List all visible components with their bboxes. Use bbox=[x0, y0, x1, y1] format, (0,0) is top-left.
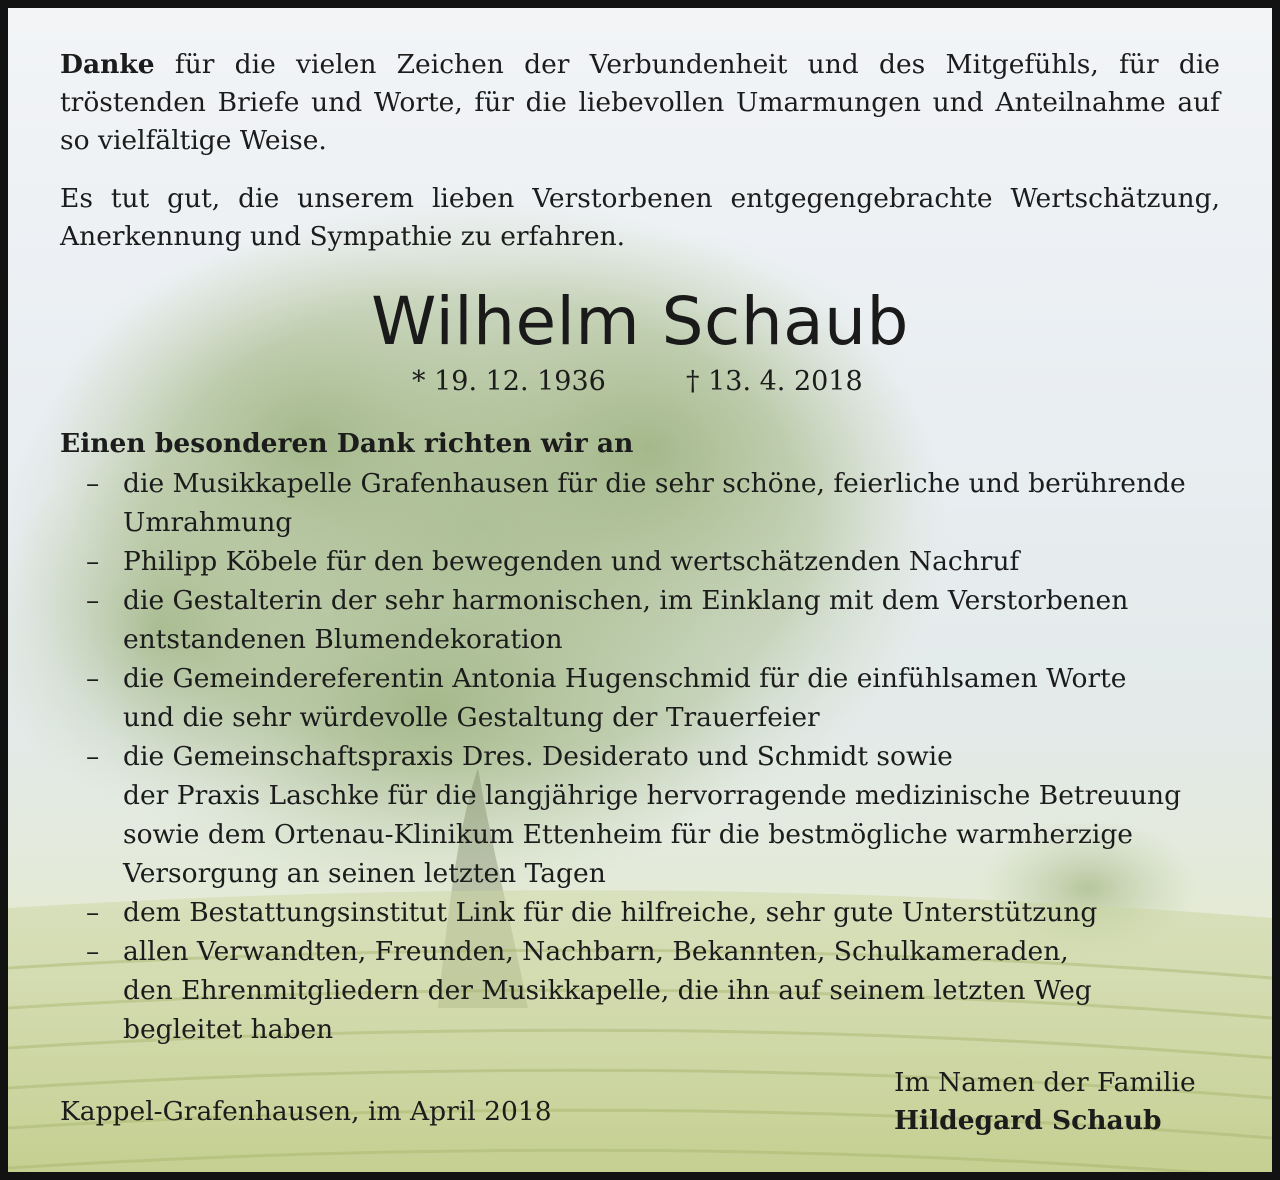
list-item-line: begleitet haben bbox=[123, 1014, 334, 1045]
list-item bbox=[60, 932, 1220, 1049]
thanks-heading: Einen besonderen Dank richten wir an bbox=[60, 428, 634, 459]
list-item-line: Versorgung an seinen letzten Tagen bbox=[123, 858, 606, 889]
list-dash: – bbox=[86, 546, 100, 577]
intro-lead: Danke bbox=[60, 49, 155, 80]
list-dash: – bbox=[86, 585, 100, 616]
list-item bbox=[60, 464, 1220, 542]
obituary-content bbox=[8, 8, 1272, 1172]
intro-text: für die vielen Zeichen der Verbundenheit und des Mitgefühls, für die tröstenden Briefe und Worte, für die liebevollen Umarmungen und Anteilnahme auf so vielfältige Weise. bbox=[60, 49, 1220, 156]
list-item bbox=[60, 893, 1220, 932]
signature-name: Hildegard Schaub bbox=[894, 1105, 1162, 1136]
list-item-line: die Musikkapelle Grafenhausen für die sehr schöne, feierliche und berührende bbox=[123, 468, 1186, 499]
list-dash: – bbox=[86, 936, 100, 967]
place-and-date: Kappel-Grafenhausen, im April 2018 bbox=[60, 1096, 552, 1127]
deceased-name: Wilhelm Schaub bbox=[371, 283, 909, 360]
list-dash: – bbox=[86, 741, 100, 772]
thanks-list bbox=[60, 464, 1220, 1049]
list-item-line: Umrahmung bbox=[123, 507, 293, 538]
list-item bbox=[60, 737, 1220, 893]
list-item-line: allen Verwandten, Freunden, Nachbarn, Bekannten, Schulkameraden, bbox=[123, 936, 1069, 967]
death-date: † 13. 4. 2018 bbox=[686, 366, 863, 397]
signature-intro: Im Namen der Familie bbox=[894, 1067, 1196, 1098]
appreciation-paragraph: Es tut gut, die unserem lieben Verstorbenen entgegengebrachte Wertschätzung, Anerkennung und Sympathie zu erfahren. bbox=[60, 183, 1220, 252]
list-item-line: die Gemeinschaftspraxis Dres. Desiderato und Schmidt sowie bbox=[123, 741, 953, 772]
list-item-line: der Praxis Laschke für die langjährige hervorragende medizinische Betreuung bbox=[123, 780, 1182, 811]
signature-block bbox=[894, 1064, 1196, 1140]
list-item-line: sowie dem Ortenau-Klinikum Ettenheim für die bestmögliche warmherzige bbox=[123, 819, 1133, 850]
list-item-line: Philipp Köbele für den bewegenden und wertschätzenden Nachruf bbox=[123, 546, 1020, 577]
list-item bbox=[60, 581, 1220, 659]
list-item-line: den Ehrenmitgliedern der Musikkapelle, die ihn auf seinem letzten Weg bbox=[123, 975, 1092, 1006]
list-item bbox=[60, 659, 1220, 737]
list-item-line: und die sehr würdevolle Gestaltung der Trauerfeier bbox=[123, 702, 820, 733]
list-dash: – bbox=[86, 897, 100, 928]
list-item-line: dem Bestattungsinstitut Link für die hilfreiche, sehr gute Unterstützung bbox=[123, 897, 1098, 928]
list-dash: – bbox=[86, 468, 100, 499]
intro-paragraph bbox=[60, 46, 1220, 160]
list-item-line: die Gemeindereferentin Antonia Hugenschmid für die einfühlsamen Worte bbox=[123, 663, 1127, 694]
list-item-line: entstandenen Blumendekoration bbox=[123, 624, 563, 655]
list-item bbox=[60, 542, 1220, 581]
list-dash: – bbox=[86, 663, 100, 694]
birth-date: * 19. 12. 1936 bbox=[412, 366, 606, 397]
list-item-line: die Gestalterin der sehr harmonischen, im Einklang mit dem Verstorbenen bbox=[123, 585, 1129, 616]
